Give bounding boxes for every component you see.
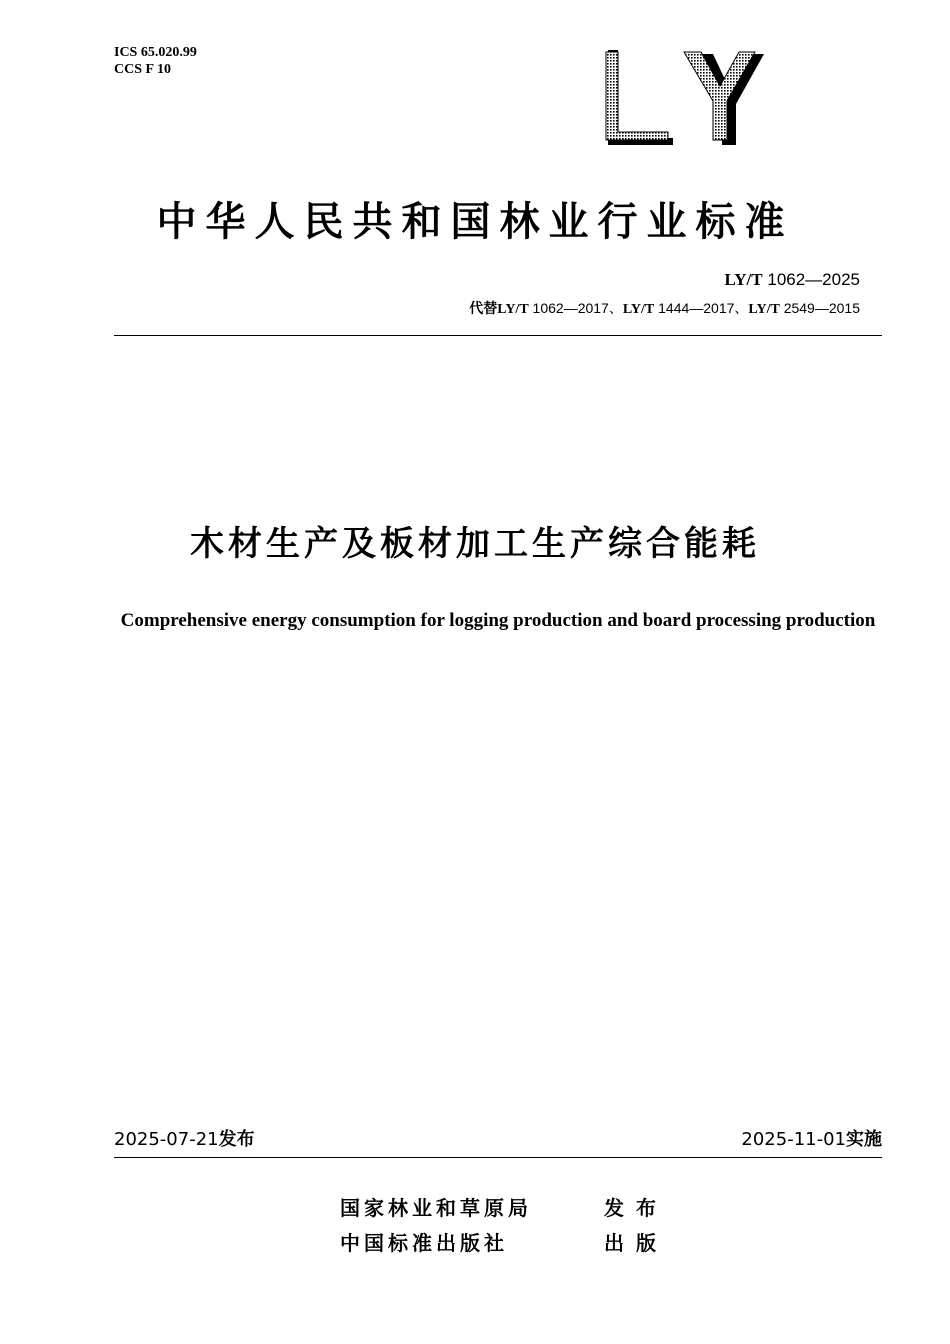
ics-code: ICS 65.020.99 bbox=[114, 45, 197, 60]
replaced-standard-value: 2549—2015 bbox=[783, 300, 860, 316]
standard-number-value: 1062—2025 bbox=[767, 270, 860, 289]
implementation-date: 2025-11-01 bbox=[741, 1129, 846, 1150]
issue-date: 2025-07-21 bbox=[114, 1129, 219, 1150]
publishing-organization: 中国标准出版社 bbox=[340, 1231, 508, 1255]
replaces-label: 代替 bbox=[469, 301, 498, 317]
implementation-label: 实施 bbox=[846, 1129, 882, 1150]
issue-date-line bbox=[114, 1128, 255, 1152]
publisher-action: 出版 bbox=[604, 1231, 668, 1255]
separator: 、 bbox=[608, 300, 623, 316]
header-divider bbox=[114, 335, 882, 336]
ly-logo bbox=[598, 48, 768, 148]
issue-label: 发布 bbox=[218, 1129, 255, 1150]
issuing-organization: 国家林业和草原局 bbox=[340, 1196, 532, 1220]
standard-number-prefix: LY/T bbox=[724, 270, 763, 289]
replaced-standard-value: 1062—2017 bbox=[532, 300, 609, 316]
implementation-date-line bbox=[741, 1128, 882, 1152]
separator: 、 bbox=[734, 300, 749, 316]
replaced-standard-value: 1444—2017 bbox=[658, 300, 735, 316]
ccs-code: CCS F 10 bbox=[114, 62, 172, 77]
document-title-cn: 木材生产及板材加工生产综合能耗 bbox=[190, 524, 760, 564]
replaced-standard-prefix: LY/T bbox=[497, 302, 529, 317]
document-title-en: Comprehensive energy consumption for logging production and board processing production bbox=[120, 610, 876, 631]
footer-divider bbox=[114, 1157, 882, 1158]
replaces-line bbox=[469, 299, 860, 319]
replaced-standard-prefix: LY/T bbox=[748, 302, 780, 317]
replaced-standard-prefix: LY/T bbox=[622, 302, 655, 317]
issuer-action: 发布 bbox=[604, 1196, 668, 1220]
standard-category-title: 中华人民共和国林业行业标准 bbox=[156, 199, 794, 245]
standard-number bbox=[725, 269, 861, 291]
